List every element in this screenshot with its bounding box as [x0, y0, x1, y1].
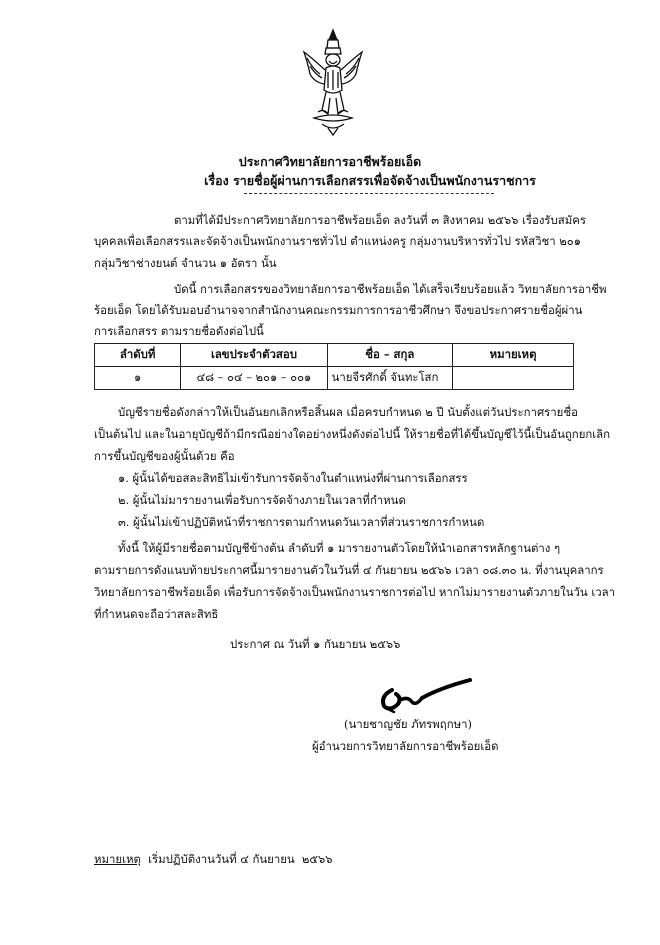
title-separator: [244, 193, 494, 194]
report-line-1: ทั้งนี้ ให้ผู้มีรายชื่อตามบัญชีข้างต้น ลำดับที่ ๑ มารายงานตัวโดยให้นำเอกสารหลักฐานต่าง ๆ: [118, 541, 561, 555]
condition-3: ๓. ผู้นั้นไม่เข้าปฏิบัติหน้าที่ราชการตามกำหนดวันเวลาที่ส่วนราชการกำหนด: [118, 515, 485, 529]
report-line-4: ที่กำหนดจะถือว่าสละสิทธิ: [94, 607, 219, 621]
announcement-subject: เรื่อง รายชื่อผู้ผ่านการเลือกสรรเพื่อจัดจ้างเป็นพนักงานราชการ: [204, 173, 536, 188]
cell-no: ๑: [95, 367, 181, 390]
cell-remark: [453, 367, 574, 390]
intro-line-3: กลุ่มวิชาช่างยนต์ จำนวน ๑ อัตรา นั้น: [94, 256, 277, 270]
signatory-name: (นายชาญชัย ภัทรพฤกษา): [344, 717, 472, 731]
report-line-3: วิทยาลัยการอาชีพร้อยเอ็ด เพื่อรับการจัดจ้างเป็นพนักงานราชการต่อไป หากไม่มารายงานตัวภายในวัน เวลา: [94, 585, 615, 599]
table-header-row: [95, 344, 574, 367]
footnote-text: เริ่มปฏิบัติงานวันที่ ๔ กันยายน ๒๕๖๖: [140, 852, 333, 866]
footnote-label: หมายเหตุ: [94, 852, 141, 866]
validity-line-1: บัญชีรายชื่อดังกล่าวให้เป็นอันยกเลิกหรือสิ้นผล เมื่อครบกำหนด ๒ ปี นับตั้งแต่วันประกาศรายชื่อ: [118, 405, 578, 419]
validity-line-2: เป็นต้นไป และในอายุบัญชีถ้ามีกรณีอย่างใดอย่างหนึ่งดังต่อไปนี้ ให้รายชื่อที่ได้ขึ้นบัญชีไว้นี้เป็นอันถูกยกเลิก: [94, 427, 611, 441]
result-line-2: ร้อยเอ็ด โดยได้รับมอบอำนาจจากสำนักงานคณะกรรมการการอาชีวศึกษา จึงขอประกาศรายชื่อผู้ผ่าน: [94, 303, 583, 317]
handwritten-signature: [370, 676, 480, 716]
cell-exam-id: ๔๘ – ๐๔ – ๒๐๑ – ๐๐๑: [181, 367, 327, 390]
table-row: [95, 367, 574, 390]
footnote: [94, 851, 333, 869]
result-line-3: การเลือกสรร ตามรายชื่อดังต่อไปนี้: [94, 324, 264, 338]
validity-line-3: การขึ้นบัญชีของผู้นั้นด้วย คือ: [94, 449, 235, 463]
report-line-2: ตามรายการดังแนบท้ายประกาศนี้มารายงานตัวในวันที่ ๔ กันยายน ๒๕๖๖ เวลา ๐๘.๓๐ น. ที่งานบุคลากร: [94, 563, 604, 577]
header-no: ลำดับที่: [95, 344, 181, 367]
announcement-date: ประกาศ ณ วันที่ ๑ กันยายน ๒๕๖๖: [230, 637, 401, 651]
header-remark: หมายเหตุ: [453, 344, 574, 367]
cell-name: นายจีรศักดิ์ จันทะโสก: [327, 367, 453, 390]
intro-line-2: บุคคลเพื่อเลือกสรรและจัดจ้างเป็นพนักงานราชทั่วไป ตำแหน่งครู กลุ่มงานบริหารทั่วไป รหัสวิชา ๒๐๑: [94, 234, 581, 248]
signatory-position: ผู้อำนวยการวิทยาลัยการอาชีพร้อยเอ็ด: [312, 739, 499, 753]
intro-line-1: ตามที่ได้มีประกาศวิทยาลัยการอาชีพร้อยเอ็ด ลงวันที่ ๓ สิงหาคม ๒๕๖๖ เรื่องรับสมัคร: [174, 213, 586, 227]
header-exam-id: เลขประจำตัวสอบ: [181, 344, 327, 367]
passed-candidates-table: [94, 343, 574, 390]
condition-2: ๒. ผู้นั้นไม่มารายงานเพื่อรับการจัดจ้างภายในเวลาที่กำหนด: [118, 493, 406, 507]
condition-1: ๑. ผู้นั้นได้ขอสละสิทธิไม่เข้ารับการจัดจ้างในตำแหน่งที่ผ่านการเลือกสรร: [118, 471, 468, 485]
header-name: ชื่อ – สกุล: [327, 344, 453, 367]
announcement-title: ประกาศวิทยาลัยการอาชีพร้อยเอ็ด: [238, 154, 422, 169]
result-line-1: บัดนี้ การเลือกสรรของวิทยาลัยการอาชีพร้อยเอ็ด ได้เสร็จเรียบร้อยแล้ว วิทยาลัยการอาชีพ: [174, 282, 607, 296]
garuda-emblem: [298, 28, 368, 136]
